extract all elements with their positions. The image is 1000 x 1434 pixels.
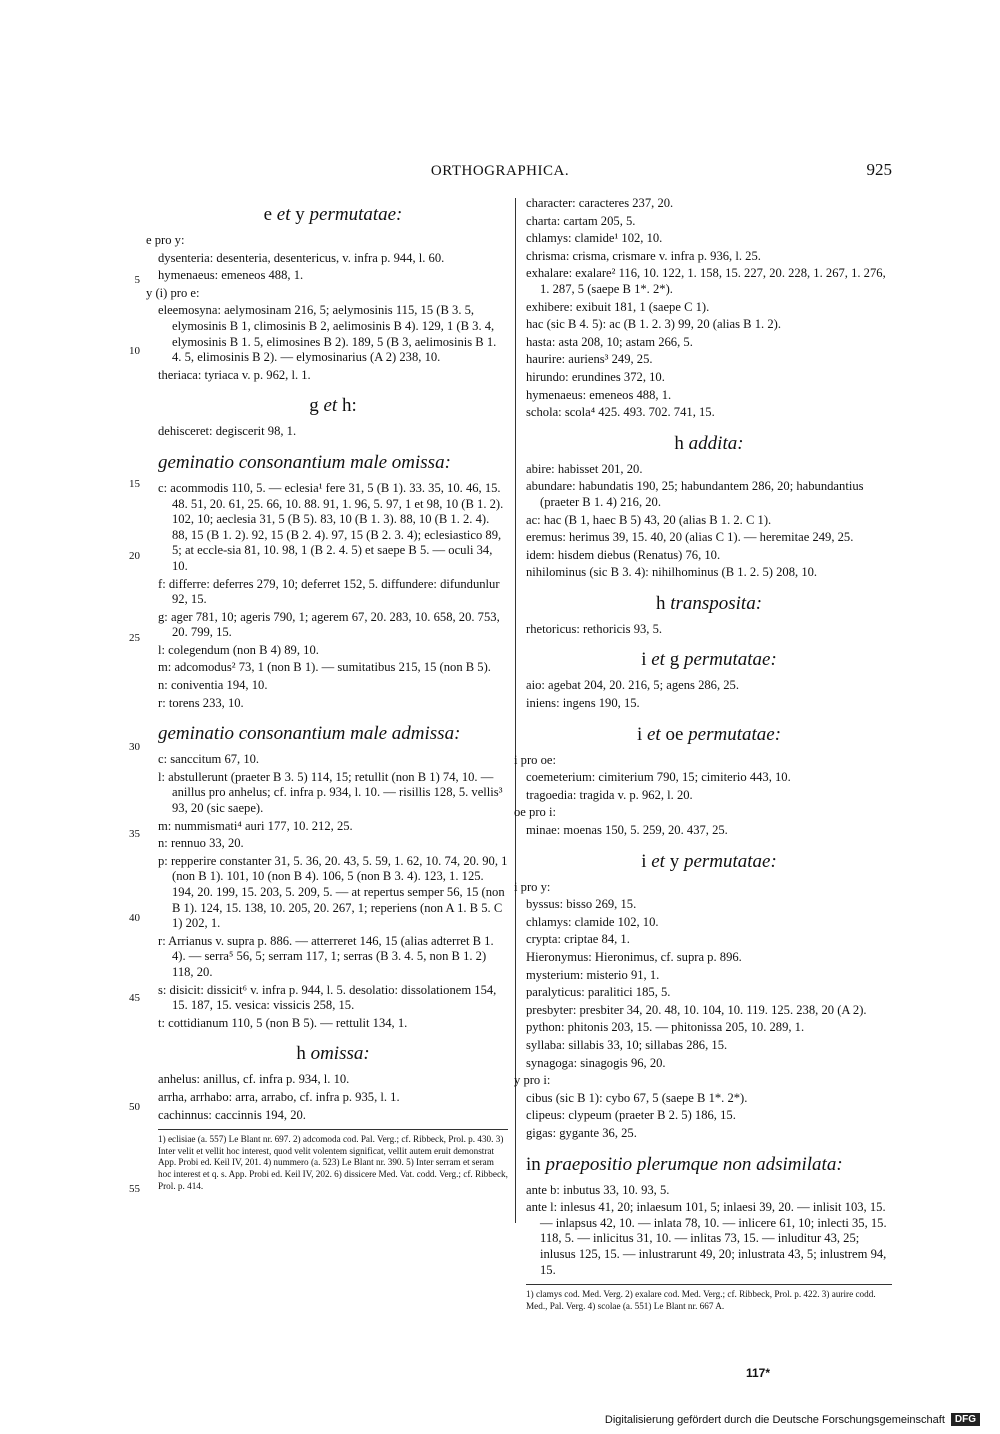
entry: r: torens 233, 10. [158, 695, 244, 710]
entry: synagoga: sinagogis 96, 20. [526, 1055, 666, 1070]
entry: minae: moenas 150, 5. 259, 20. 437, 25. [526, 823, 728, 838]
footnotes-left: 1) eclisiae (a. 557) Le Blant nr. 697. 2) adcomoda cod. Pal. Verg.; cf. Ribbeck, Prol. p. 430. 3) Inter velit et vellit hoc interest, quod velit volentem significat, vellit autem eruit demonstrat App. Probi ed. Keil IV, 201. 4) nummero (a. 523) Le Blant nr. 390. 5) Inter serram et seram hoc interest et q. s. App. Probi ed. Keil IV, 202. 6) dissicere Med. Vat. codd. Verg.; cf. Ribbeck, Prol. p. 414. [158, 1129, 508, 1192]
credit-text: Digitalisierung gefördert durch die Deutsche Forschungsgemeinschaft [604, 1413, 945, 1426]
entry-subhead: y (i) pro e: [146, 285, 200, 300]
line-number: 55 [129, 1183, 140, 1195]
entry: abire: habisset 201, 20. [526, 461, 643, 476]
section-heading: h transposita: [655, 592, 763, 614]
entry: theriaca: tyriaca v. p. 962, l. 1. [158, 367, 311, 382]
entry: dysenteria: desenteria, desentericus, v. infra p. 944, l. 60. [158, 250, 445, 265]
entry: exhibere: exibuit 181, 1 (saepe C 1). [526, 299, 710, 314]
entry: cibus (sic B 1): cybo 67, 5 (saepe B 1*. 2*). [526, 1090, 748, 1105]
entry-subhead: y pro i: [514, 1073, 551, 1088]
footnotes-right: 1) clamys cod. Med. Verg. 2) exalare cod. Med. Verg.; cf. Ribbeck, Prol. p. 422. 3) aurire codd. Med., Pal. Verg. 4) scolae (a. 551) Le Blant nr. 667 A. [526, 1284, 892, 1312]
entry: chlamys: clamide¹ 102, 10. [526, 231, 663, 246]
entry: mysterium: misterio 91, 1. [526, 967, 660, 982]
entry: hac (sic B 4. 5): ac (B 1. 2. 3) 99, 20 (alias B 1. 2). [526, 317, 781, 332]
entry: presbyter: presbiter 34, 20. 48, 10. 104, 10. 119. 125. 238, 20 (A 2). [526, 1002, 867, 1017]
entry: l: colegendum (non B 4) 89, 10. [158, 642, 319, 657]
page-number: 925 [866, 160, 892, 179]
entry: hasta: asta 208, 10; astam 266, 5. [526, 334, 693, 349]
line-number: 50 [129, 1101, 140, 1113]
entry: c: acommodis 110, 5. — eclesia¹ fere 31, 5 (B 1). 33. 35, 10. 46, 15. 48. 51, 20. 61, 25. 66, 10. 88. 91, 1. 96, 5. 97, 1 et 98, 10 (B 1. 2). 102, 10; aeclesia 31, 5 (B 5). 83, 10 (B 1. 3). 88, 10 (B 1. 2. 4). 88, 15 (B 1. 2). 92, 15 (B 2. 4). 97, 15 (B 2. 3. 4); eclesiastico 89, 5; at eccle-sia 81, 10. 98, 1 (B 2. 4. 5) et saepe B 5. — oculi 34, 10. [158, 480, 504, 573]
section-heading: i et g permutatae: [641, 649, 777, 671]
entry: idem: hisdem diebus (Renatus) 76, 10. [526, 547, 721, 562]
section-heading: in praepositio plerumque non adsimilata: [526, 1153, 843, 1175]
entry: t: cottidianum 110, 5 (non B 5). — rettulit 134, 1. [158, 1015, 408, 1030]
entry: tragoedia: tragida v. p. 962, l. 20. [526, 787, 693, 802]
section-heading: geminatio consonantium male admissa: [158, 723, 461, 745]
entry: ante l: inlesus 41, 20; inlaesum 101, 5; inlaesi 39, 20. — inlisit 103, 15. — inlapsus 42, 10. — inlata 78, 10. — inlicere 61, 10; inlecti 35, 15. 118, 5. — inlicitus 31, 10. — inlitas 73, 15. — inluditur 43, 25; inlusus 125, 15. — inlustrarunt 49, 20; inlustrata 43, 5; inlustrem 94, 15. [526, 1200, 887, 1277]
entry: exhalare: exalare² 116, 10. 122, 1. 158, 15. 227, 20. 228, 1. 267, 1. 276, 1. 287, 5 (saepe B 1*. 2*). [526, 266, 886, 296]
line-number: 15 [129, 478, 140, 490]
entry: gigas: gygante 36, 25. [526, 1125, 637, 1140]
line-number: 45 [129, 992, 140, 1004]
line-number: 10 [129, 345, 140, 357]
entry: crypta: criptae 84, 1. [526, 932, 630, 947]
entry: s: disicit: dissicit⁶ v. infra p. 944, l. 5. desolatio: dissolationem 154, 15. 187, 15. vesica: vissicis 258, 15. [158, 982, 497, 1013]
entry: eleemosyna: aelymosinam 216, 5; aelymosinis 115, 15 (B 3. 5, elymosinis B 1, climosinis B 2, aelimosinis B 4). 129, 1 (B 3. 4, elymosinis B 1. 5, elimosines B 2). 189, 5 (B 3, aelimosinis B 1. 4. 5, elimosinis B 2). — elymosinarius (A 2) 238, 10. [158, 303, 497, 365]
entry: g: ager 781, 10; ageris 790, 1; agerem 67, 20. 283, 10. 658, 20. 753, 20. 799, 15. [158, 609, 500, 640]
line-number: 35 [129, 828, 140, 840]
entry: p: repperire constanter 31, 5. 36, 20. 43, 5. 59, 1. 62, 10. 74, 20. 90, 1 (non B 1). 101, 10 (non B 4). 106, 5 (non B 3. 4). 123, 1. 125. 194, 20. 199, 15. 203, 5. 209, 5. — at repertus semper 56, 15 (non B 1). 124, 15. 138, 10. 205, 20. 267, 1; reperiens (non A 1. B 5. C 1) 202, 1. [158, 853, 508, 931]
entry: r: Arrianus v. supra p. 886. — atterreret 146, 15 (alias adterret B 1. 4). — serra⁵ 56, 5; serram 117, 1; serras (B 3. 4. 5, non B 1. 2) 118, 20. [158, 933, 494, 979]
entry: iniens: ingens 190, 15. [526, 696, 640, 711]
line-number: 30 [129, 741, 140, 753]
dfg-logo-icon: DFG [951, 1413, 980, 1426]
entry: c: sanccitum 67, 10. [158, 752, 260, 767]
entry-subhead: oe pro i: [514, 805, 556, 820]
entry: cachinnus: caccinnis 194, 20. [158, 1107, 306, 1122]
entry-subhead: i pro oe: [514, 752, 556, 767]
entry: m: nummismati⁴ auri 177, 10. 212, 25. [158, 818, 353, 833]
line-number: 5 [134, 274, 140, 286]
entry: ante b: inbutus 33, 10. 93, 5. [526, 1182, 670, 1197]
signature-mark: 117* [746, 1366, 771, 1380]
section-heading: i et oe permutatae: [636, 723, 782, 745]
entry: n: coniventia 194, 10. [158, 678, 268, 693]
entry: character: caracteres 237, 20. [526, 196, 674, 210]
entry: Hieronymus: Hieronimus, cf. supra p. 896. [526, 950, 742, 964]
entry: arrha, arrhabo: arra, arrabo, cf. infra p. 935, l. 1. [158, 1089, 400, 1104]
entry: coemeterium: cimiterium 790, 15; cimiterio 443, 10. [526, 770, 791, 785]
entry: rhetoricus: rethoricis 93, 5. [526, 621, 663, 636]
entry: l: abstullerunt (praeter B 3. 5) 114, 15; retullit (non B 1) 74, 10. — anillus pro anhelus; cf. infra p. 934, l. 10. — risillis 128, 5. vellis³ 93, 20 (sic saepe). [158, 769, 503, 816]
section-heading: e et y permutatae: [263, 204, 403, 225]
entry: eremus: herimus 39, 15. 40, 20 (alias C 1). — heremitae 249, 25. [526, 530, 854, 545]
entry: chlamys: clamide 102, 10. [526, 914, 659, 929]
entry: hirundo: erundines 372, 10. [526, 369, 665, 384]
entry-subhead: e pro y: [146, 233, 185, 247]
entry: nihilominus (sic B 3. 4): nihilhominus (B 1. 2. 5) 208, 10. [526, 565, 818, 580]
section-heading: h addita: [674, 432, 744, 454]
entry: clipeus: clypeum (praeter B 2. 5) 186, 15. [526, 1108, 736, 1123]
entry: aio: agebat 204, 20. 216, 5; agens 286, 25. [526, 678, 740, 693]
entry: python: phitonis 203, 15. — phitonissa 205, 10. 289, 1. [526, 1020, 805, 1035]
entry: m: adcomodus² 73, 1 (non B 1). — sumitatibus 215, 15 (non B 5). [158, 660, 491, 675]
entry: chrisma: crisma, crismare v. infra p. 936, l. 25. [526, 248, 761, 263]
section-heading: g et h: [309, 395, 357, 417]
column-divider [515, 198, 516, 1223]
section-heading: i et y permutatae: [641, 850, 777, 872]
entry: anhelus: anillus, cf. infra p. 934, l. 10. [158, 1072, 350, 1087]
entry: n: rennuo 33, 20. [158, 836, 244, 851]
right-column [514, 196, 892, 1312]
entry: haurire: auriens³ 249, 25. [526, 352, 653, 367]
entry: hymenaeus: emeneos 488, 1. [526, 387, 672, 402]
running-title: ORTHOGRAPHICA. [430, 163, 570, 179]
entry-subhead: i pro y: [514, 879, 551, 894]
entry: schola: scola⁴ 425. 493. 702. 741, 15. [526, 405, 715, 420]
entry: ac: hac (B 1, haec B 5) 43, 20 (alias B 1. 2. C 1). [526, 512, 772, 527]
entry: paralyticus: paralitici 185, 5. [526, 985, 671, 1000]
section-heading: h omissa: [296, 1043, 370, 1065]
entry: byssus: bisso 269, 15. [526, 897, 637, 912]
line-number: 20 [129, 550, 140, 562]
section-heading: geminatio consonantium male omissa: [158, 451, 451, 473]
entry: dehisceret: degiscerit 98, 1. [158, 424, 297, 439]
line-number: 40 [129, 912, 140, 924]
entry: charta: cartam 205, 5. [526, 213, 636, 228]
digitization-credit [605, 1413, 980, 1426]
left-column [146, 196, 508, 1192]
entry: abundare: habundatis 190, 25; habundantem 286, 20; habundantius (praeter B 1. 4) 216, 20. [526, 479, 864, 509]
entry: hymenaeus: emeneos 488, 1. [158, 268, 304, 283]
entry: syllaba: sillabis 33, 10; sillabas 286, 15. [526, 1037, 728, 1052]
line-number: 25 [129, 632, 140, 644]
entry: f: differre: deferres 279, 10; deferret 152, 5. diffundere: difundunlur 92, 15. [158, 576, 500, 607]
